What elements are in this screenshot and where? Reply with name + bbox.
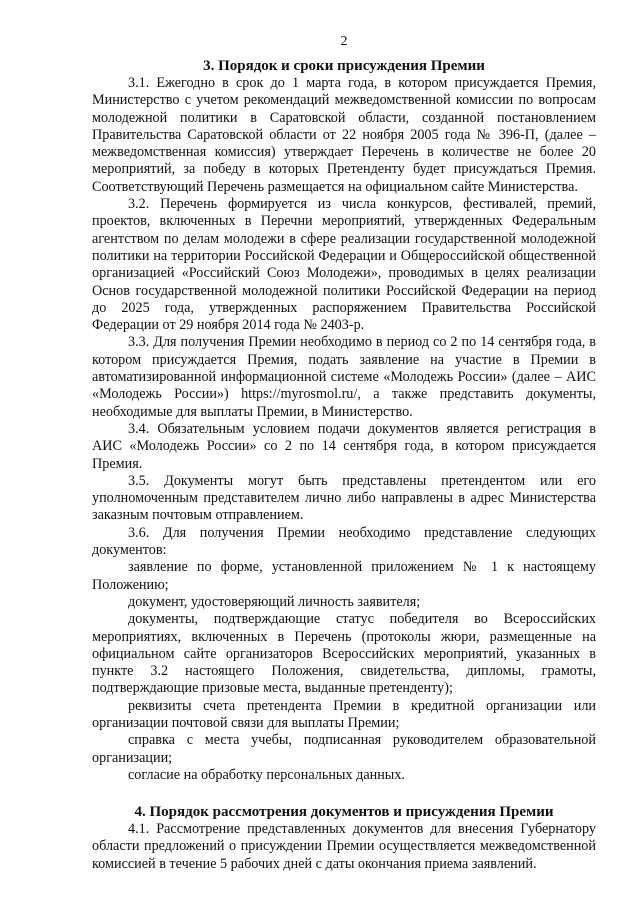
paragraph-3-4: 3.4. Обязательным условием подачи документов является регистрация в АИС «Молодежь России» со 2 по 14 сентября года, в котором присуждается Премия. — [92, 420, 596, 472]
paragraph-4-1: 4.1. Рассмотрение представленных документов для внесения Губернатору области предложений о присуждении Премии осуществляется межведомственной комиссией в течение 5 рабочих дней с даты окончания приема заявлений. — [92, 821, 596, 872]
paragraph-3-3: 3.3. Для получения Премии необходимо в период со 2 по 14 сентября года, в котором присуждается Премия, подать заявление на участие в Премии в автоматизированной информационной системе «Молодежь России» (далее – АИС «Молодежь России») https://myrosmol.ru/, а также представить документы, необходимые для выплаты Премии, в Министерство. — [92, 334, 596, 420]
list-item: документ, удостоверяющий личность заявителя; — [128, 593, 421, 610]
list-item: заявление по форме, установленной приложением № 1 к настоящему Положению; — [92, 559, 596, 593]
paragraph-3-5: 3.5. Документы могут быть представлены претендентом или его уполномоченным представителем лично либо направлены в адрес Министерства заказным почтовым отправлением. — [92, 472, 596, 524]
list-item: справка с места учебы, подписанная руководителем образовательной организации; — [92, 732, 596, 766]
list-item: реквизиты счета претендента Премии в кредитной организации или организации почтовой связи для выплаты Премии; — [92, 697, 596, 731]
section-4-body — [92, 821, 596, 873]
paragraph-3-6: 3.6. Для получения Премии необходимо представление следующих документов: — [92, 524, 596, 559]
section-4-heading: 4. Порядок рассмотрения документов и присуждения Премии — [134, 804, 554, 821]
paragraph-3-2: 3.2. Перечень формируется из числа конкурсов, фестивалей, премий, проектов, включенных в Перечни мероприятий, утвержденных Федеральным агентством по делам молодежи в сфере реализации государственной молодежной политики на территории Российской Федерации и Общероссийской общественной организацией «Российский Союз Молодежи», проводимых в целях реализации Основ государственной молодежной политики Российской Федерации на период до 2025 года, утвержденных распоряжением Правительства Российской Федерации от 29 ноября 2014 года № 2403-р. — [92, 196, 596, 334]
paragraph-3-1: 3.1. Ежегодно в срок до 1 марта года, в котором присуждается Премия, Министерство с учетом рекомендаций межведомственной комиссии по вопросам молодежной политики в Саратовской области, созданной постановлением Правительства Саратовской области от 22 ноября 2005 года № 396-П, (далее – межведомственная комиссия) утверждает Перечень в количестве не более 20 мероприятий, за победу в которых Претенденту будет присуждаться Премия. Соответствующий Перечень размещается на официальном сайте Министерства. — [92, 75, 596, 195]
required-documents-list — [92, 559, 596, 784]
list-item: документы, подтверждающие статус победителя во Всероссийских мероприятиях, включенных в Перечень (протоколы жюри, размещенные на официальном сайте организаторов Всероссийских мероприятий, указанных в пункте 3.2 настоящего Положения, свидетельства, дипломы, грамоты, подтверждающие призовые места, выданные претенденту); — [92, 611, 596, 697]
section-3-body — [92, 75, 596, 784]
page-number: 2 — [340, 34, 348, 49]
section-3-heading: 3. Порядок и сроки присуждения Премии — [203, 58, 485, 74]
list-item: согласие на обработку персональных данных. — [128, 766, 405, 783]
